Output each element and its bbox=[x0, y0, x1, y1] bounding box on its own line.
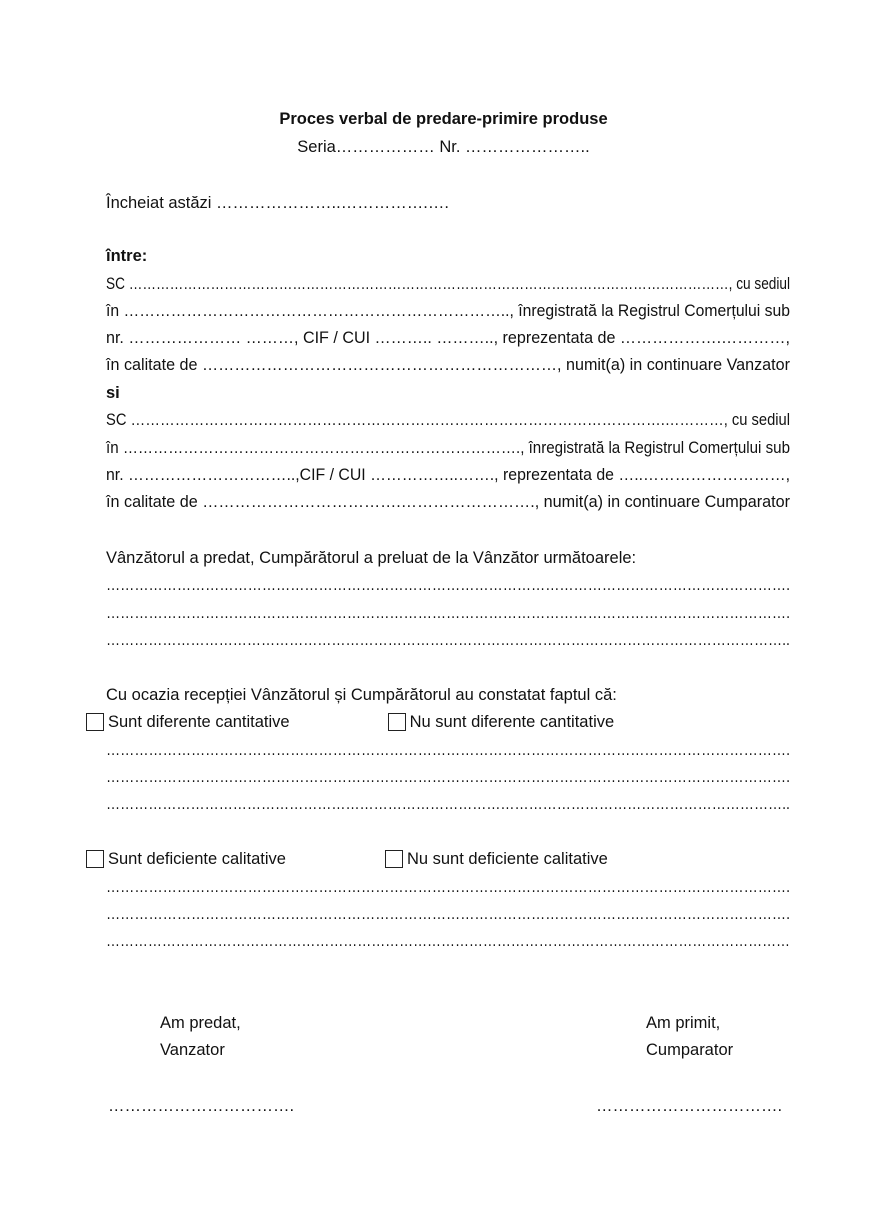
delivery-fill-line-3: ……………………………………………………………………………………………………………………………….. bbox=[106, 631, 790, 649]
seller-signature-label-2: Vanzator bbox=[160, 1041, 225, 1059]
delivery-fill-line-2: ………………………………………………………………………………………………………………………………. bbox=[106, 604, 791, 622]
option-no-quality-deficiencies[interactable] bbox=[385, 849, 608, 869]
buyer-line-4: în calitate de ……………………………….……………………., numit(a) in continuare Cumparator bbox=[106, 493, 791, 511]
seller-line-3: nr. ………………… ………, CIF / CUI ……….. ……….., reprezentata de ……………….…………, bbox=[106, 329, 790, 347]
quantity-fill-line-2: ………………………………………………………………………………………………………………………………. bbox=[106, 768, 791, 786]
quality-fill-line-2: ………………………………………………………………………………………………………………………………. bbox=[106, 905, 791, 923]
label-no-quality-deficiencies: Nu sunt deficiente calitative bbox=[406, 850, 608, 868]
buyer-line-3: nr. …………………………..,CIF / CUI ……………..……., reprezentata de …..………………………, bbox=[106, 466, 791, 484]
document-title: Proces verbal de predare-primire produse bbox=[279, 110, 608, 128]
option-quantity-differences[interactable] bbox=[86, 712, 290, 732]
seller-signature-label-1: Am predat, bbox=[160, 1014, 241, 1032]
quantity-fill-line-3: ……………………………………………………………………………………………………………………………….. bbox=[106, 795, 790, 813]
seller-line-1: SC ……………………………………………………………………………………………………………………, cu sediul bbox=[106, 275, 791, 293]
buyer-signature-label-2: Cumparator bbox=[646, 1041, 734, 1059]
checkbox-no-quality-deficiencies[interactable] bbox=[385, 850, 403, 868]
quality-fill-line-3: ………………………………………………………………………………………………………………………………… bbox=[106, 932, 790, 950]
quantity-options-row bbox=[86, 712, 614, 732]
label-quality-deficiencies: Sunt deficiente calitative bbox=[108, 850, 286, 868]
quantity-fill-line-1: ………………………………………………………………………………………………………………………………. bbox=[106, 741, 791, 759]
date-line: Încheiat astăzi …………………..…………….…. bbox=[106, 194, 449, 212]
and-connector: si bbox=[106, 384, 120, 402]
quality-options-row bbox=[86, 849, 608, 869]
delivery-fill-line-1: ………………………………………………………………………………………………………………………………. bbox=[106, 576, 791, 594]
option-quality-deficiencies[interactable] bbox=[86, 849, 286, 869]
label-no-quantity-differences: Nu sunt diferente cantitative bbox=[409, 713, 615, 731]
quality-fill-line-1: ………………………………………………………………………………………………………………………………. bbox=[106, 878, 791, 896]
checkbox-no-quantity-differences[interactable] bbox=[388, 713, 406, 731]
option-no-quantity-differences[interactable] bbox=[388, 712, 615, 732]
checkbox-quality-deficiencies[interactable] bbox=[86, 850, 104, 868]
buyer-line-2: în ……………………………………………………………………., înregistrată la Registrul Comerțului sub bbox=[106, 439, 790, 457]
buyer-signature-label-1: Am primit, bbox=[646, 1014, 721, 1032]
seller-line-2: în ……………………………………………………………….., înregistrată la Registrul Comerțului sub bbox=[106, 302, 791, 320]
delivery-statement: Vânzătorul a predat, Cumpărătorul a preluat de la Vânzător următoarele: bbox=[106, 549, 637, 567]
parties-heading: între: bbox=[106, 247, 148, 265]
buyer-line-1: SC ……………………………………………………………………………………………….…………, cu sediul bbox=[106, 411, 791, 429]
reception-statement: Cu ocazia recepției Vânzătorul și Cumpărătorul au constatat faptul că: bbox=[106, 686, 617, 704]
buyer-signature-line: ……………………………. bbox=[596, 1097, 783, 1115]
label-quantity-differences: Sunt diferente cantitative bbox=[108, 713, 290, 731]
serie-number-line: Seria……………… Nr. ………………….. bbox=[297, 138, 590, 156]
seller-line-4: în calitate de …………………………………………………………, numit(a) in continuare Vanzator bbox=[106, 356, 790, 374]
checkbox-quantity-differences[interactable] bbox=[86, 713, 104, 731]
seller-signature-line: ……………………………. bbox=[108, 1097, 295, 1115]
